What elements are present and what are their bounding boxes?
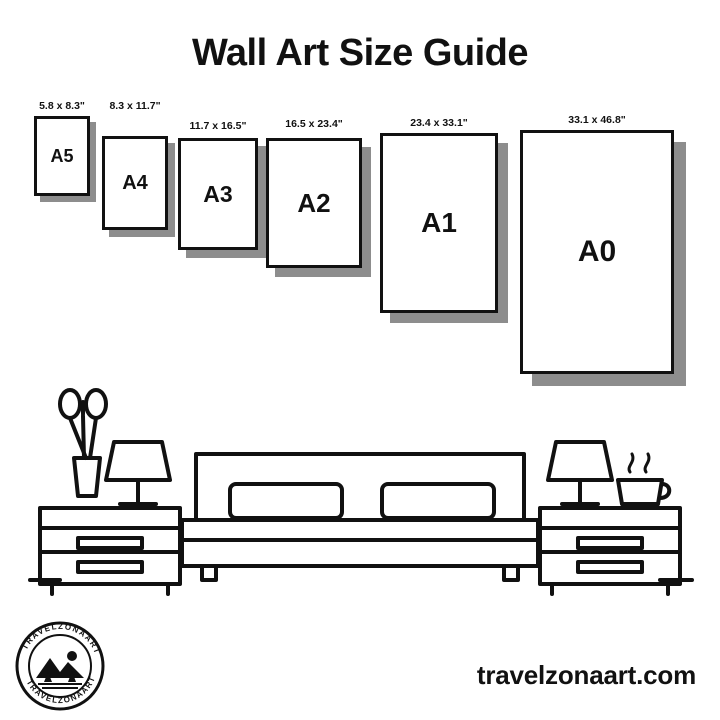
frame-a1-dimensions: 23.4 x 33.1" (410, 117, 468, 129)
frame-a4-dimensions: 8.3 x 11.7" (109, 100, 161, 112)
frame-a2[interactable] (266, 118, 362, 268)
brand-logo[interactable] (14, 620, 106, 712)
frame-a3-label: A3 (203, 180, 233, 207)
frame-a1-label: A1 (421, 207, 457, 238)
vase-with-flowers (60, 390, 106, 496)
svg-text:TRAVELZONAART: TRAVELZONAART (24, 674, 98, 706)
frame-a5-label: A5 (50, 146, 74, 166)
frame-a2-dimensions: 16.5 x 23.4" (285, 118, 343, 130)
frame-a4-label: A4 (122, 172, 148, 194)
table-lamp-right (548, 442, 612, 504)
frame-a2-label: A2 (297, 188, 331, 218)
website-url[interactable]: travelzonaart.com (476, 660, 696, 690)
frame-a3[interactable] (178, 120, 258, 250)
frame-a5[interactable] (34, 100, 90, 196)
frame-a0-dimensions: 33.1 x 46.8" (568, 114, 626, 126)
frame-a2-box (266, 138, 362, 268)
frame-a0-label: A0 (577, 235, 617, 268)
frame-a5-dimensions: 5.8 x 8.3" (39, 100, 85, 112)
frame-a0-box (520, 130, 674, 374)
coffee-mug (618, 454, 669, 504)
frame-a3-dimensions: 11.7 x 16.5" (189, 120, 247, 132)
frame-a0[interactable] (520, 114, 674, 374)
frame-a1[interactable] (380, 117, 498, 313)
svg-text:TRAVELZONAART: TRAVELZONAART (20, 621, 103, 656)
table-lamp-left (106, 442, 170, 504)
bed (182, 454, 538, 580)
bedroom-scene (0, 380, 720, 610)
frame-a4[interactable] (102, 100, 168, 230)
frame-a3-box (178, 138, 258, 250)
bedroom-illustration (0, 380, 720, 610)
frame-a4-box (102, 136, 168, 230)
logo-badge-icon (14, 620, 106, 712)
frame-a5-box (34, 116, 90, 196)
frame-a1-box (380, 133, 498, 313)
page-title: Wall Art Size Guide (191, 32, 529, 74)
